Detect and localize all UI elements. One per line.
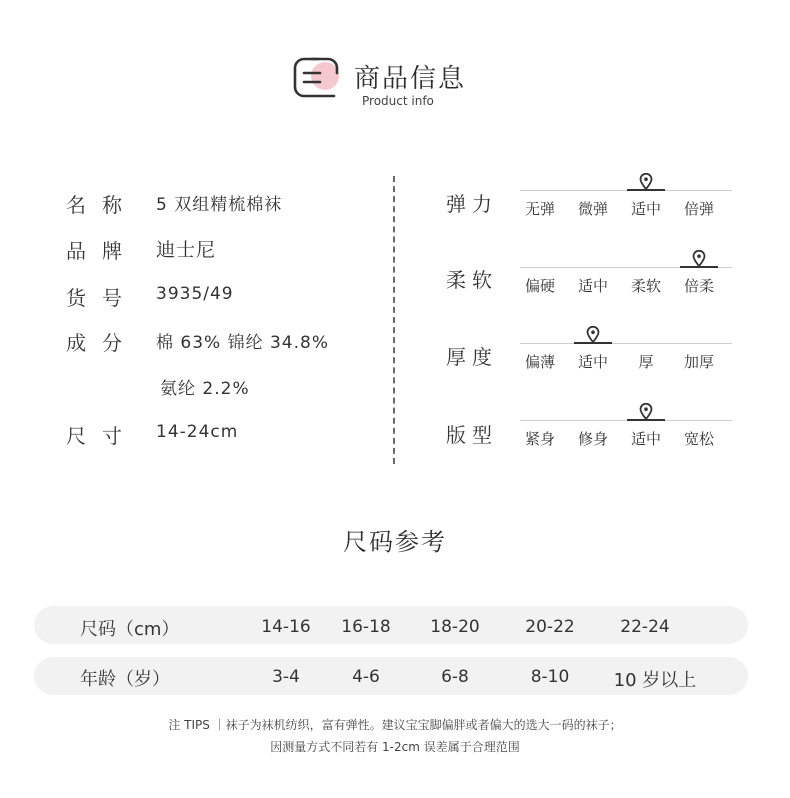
size-chart-title: 尺码参考: [343, 528, 447, 556]
scale-option: 加厚: [683, 353, 714, 371]
scale-option-selected: 适中: [630, 200, 661, 218]
size-cell: 18-20: [430, 617, 480, 637]
info-value-size: 14-24cm: [156, 422, 239, 442]
location-pin-icon: [586, 326, 600, 344]
scale-option-selected: 适中: [630, 430, 661, 448]
scale-option: 偏硬: [524, 277, 555, 295]
scale-option: 适中: [577, 277, 608, 295]
scale-option-selected: 适中: [577, 353, 608, 371]
scale-track: [520, 343, 732, 344]
scale-track: [520, 420, 732, 421]
info-value-item-no: 3935/49: [156, 284, 234, 304]
section-title: 商品信息: [354, 64, 467, 94]
info-label-size: 尺寸: [66, 424, 138, 448]
info-value-material-2: 氨纶 2.2%: [160, 379, 250, 399]
info-value-name: 5 双组精梳棉袜: [156, 195, 283, 215]
scale-option: 修身: [577, 430, 608, 448]
scale-option: 微弹: [577, 200, 608, 218]
size-cell: 20-22: [525, 617, 575, 637]
list-doc-icon: [292, 55, 346, 101]
info-label-brand: 品牌: [66, 239, 138, 263]
tips-line-1: 注 TIPS ｜袜子为袜机纺织，富有弹性。建议宝宝脚偏胖或者偏大的选大一码的袜子；: [168, 718, 622, 732]
size-cell: 22-24: [620, 617, 670, 637]
age-cell: 3-4: [272, 667, 300, 687]
section-subtitle: Product info: [362, 94, 434, 108]
info-value-brand: 迪士尼: [156, 239, 217, 261]
scale-title: 柔软: [446, 268, 498, 292]
scale-option: 无弹: [524, 200, 555, 218]
scale-track: [520, 190, 732, 191]
tips-line-2: 因测量方式不同若有 1-2cm 误差属于合理范围: [270, 740, 520, 754]
size-cell: 16-18: [341, 617, 391, 637]
location-pin-icon: [639, 173, 653, 191]
scale-option: 倍弹: [683, 200, 714, 218]
info-label-item-no: 货号: [66, 286, 138, 310]
size-row-label: 尺码（cm）: [80, 619, 180, 640]
scale-option: 宽松: [683, 430, 714, 448]
scale-option: 紧身: [524, 430, 555, 448]
scale-option: 偏薄: [524, 353, 555, 371]
scale-option-selected: 倍柔: [683, 277, 714, 295]
scale-option: 柔软: [630, 277, 661, 295]
scale-option: 厚: [638, 353, 654, 371]
info-label-name: 名称: [66, 193, 138, 217]
age-cell: 10 岁以上: [613, 670, 697, 691]
age-cell: 8-10: [530, 667, 570, 687]
age-cell: 6-8: [441, 667, 469, 687]
scale-title: 厚度: [446, 345, 498, 369]
scale-title: 版型: [446, 423, 498, 447]
vertical-divider: [393, 176, 395, 464]
size-cell: 14-16: [261, 617, 311, 637]
scale-title: 弹力: [446, 192, 498, 216]
age-cell: 4-6: [352, 667, 380, 687]
location-pin-icon: [639, 403, 653, 421]
location-pin-icon: [692, 250, 706, 268]
info-value-material-1: 棉 63% 锦纶 34.8%: [156, 333, 330, 353]
info-label-material: 成分: [66, 331, 138, 355]
age-row-label: 年龄（岁）: [80, 669, 170, 690]
